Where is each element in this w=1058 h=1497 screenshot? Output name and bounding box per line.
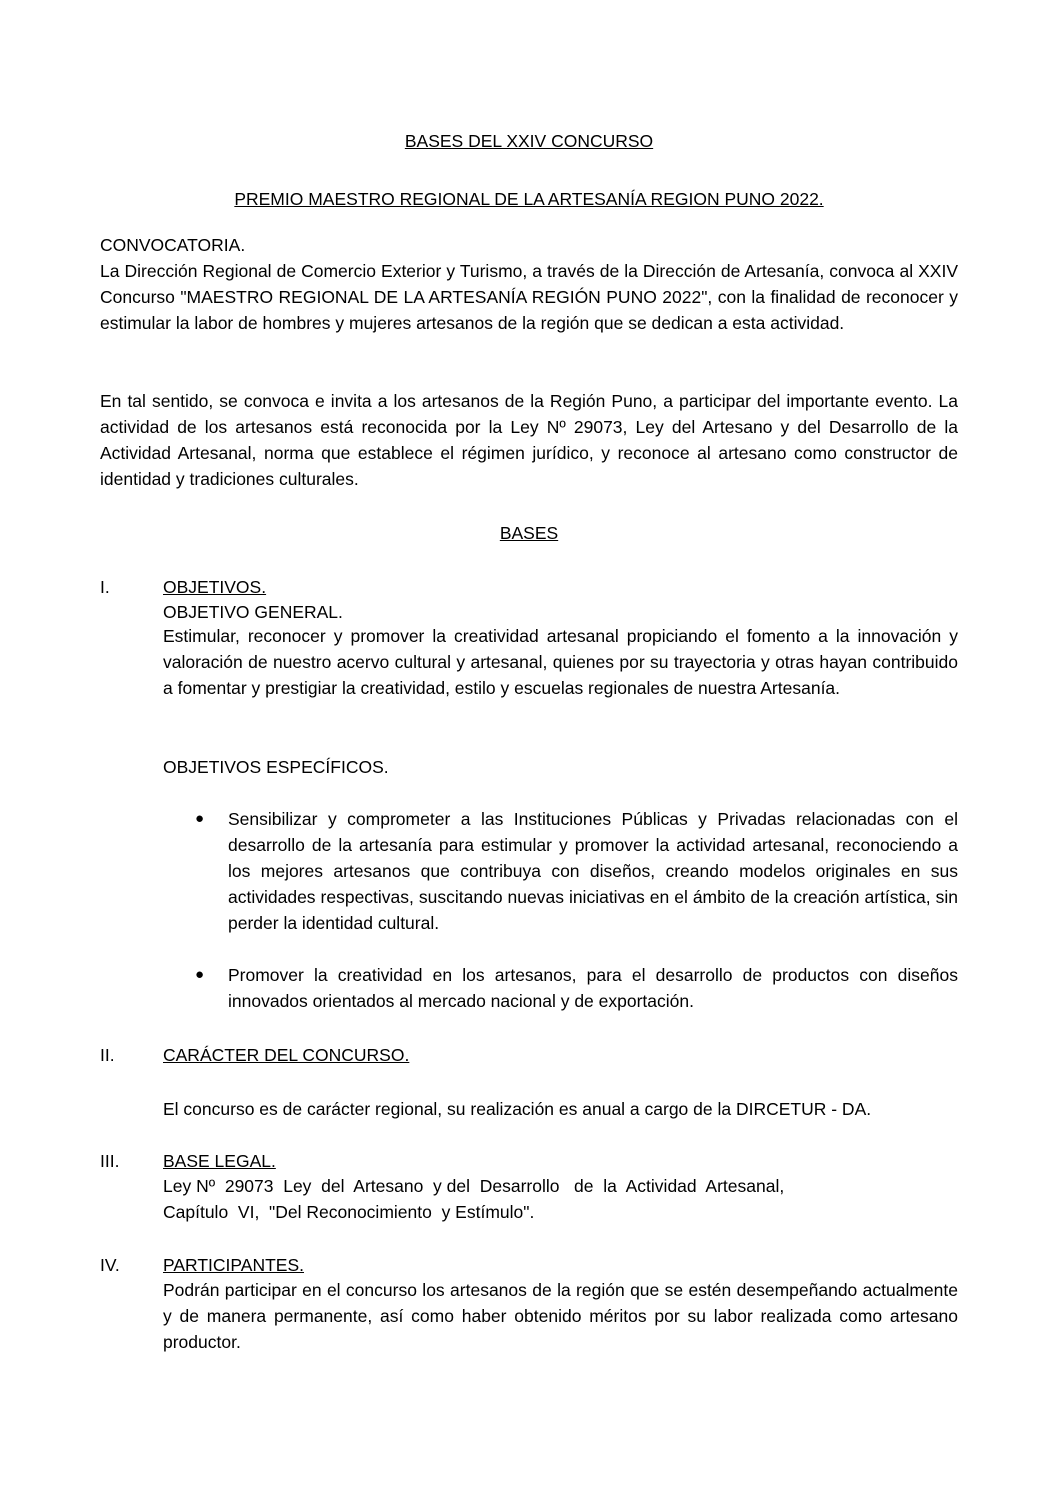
section-heading-objetivos: OBJETIVOS.	[163, 577, 267, 597]
list-item-text: Promover la creatividad en los artesanos, para el desarrollo de productos con diseños innovados orientados al mercado nacional y de exportación.	[228, 965, 958, 1011]
list-item-text: Sensibilizar y comprometer a las Instituciones Públicas y Privadas relacionadas con el desarrollo de la artesanía para estimular y promover la actividad artesanal, reconociendo a los mejores artesanos que contribuya con diseños, creando modelos originales en sus actividades respectivas, suscitando nuevas iniciativas en el ámbito de la creación artística, sin perder la identidad cultural.	[228, 809, 958, 933]
convocatoria-paragraph-2: En tal sentido, se convoca e invita a los artesanos de la Región Puno, a participar del importante evento. La actividad de los artesanos está reconocida por la Ley Nº 29073, Ley del Artesano y del Desarrollo de la Actividad Artesanal, norma que establece el régimen jurídico, y reconoce al artesano como constructor de identidad y tradiciones culturales.	[100, 391, 958, 489]
bullet-icon: ●	[195, 810, 205, 827]
section-number: III.	[100, 1151, 120, 1171]
objetivos-especificos-list	[195, 806, 958, 1014]
section-heading-participantes: PARTICIPANTES.	[163, 1255, 304, 1275]
bullet-icon: ●	[195, 966, 205, 983]
section-heading-base-legal: BASE LEGAL.	[163, 1151, 276, 1171]
convocatoria-paragraph-1: La Dirección Regional de Comercio Exterior y Turismo, a través de la Dirección de Artesanía, convoca al XXIV Concurso "MAESTRO REGIONAL DE LA ARTESANÍA REGIÓN PUNO 2022", con la finalidad de reconocer y estimular la labor de hombres y mujeres artesanos de la región que se dedican a esta actividad.	[100, 261, 958, 333]
convocatoria-heading: CONVOCATORIA.	[100, 235, 246, 255]
document-subtitle: PREMIO MAESTRO REGIONAL DE LA ARTESANÍA REGION PUNO 2022.	[234, 189, 824, 209]
objetivos-especificos-heading: OBJETIVOS ESPECÍFICOS.	[163, 757, 389, 777]
section-heading-caracter: CARÁCTER DEL CONCURSO.	[163, 1045, 410, 1065]
section-number: I.	[100, 577, 110, 597]
caracter-text: El concurso es de carácter regional, su realización es anual a cargo de la DIRCETUR - DA.	[163, 1099, 872, 1119]
objetivo-general-heading: OBJETIVO GENERAL.	[163, 602, 343, 622]
objetivo-general-text: Estimular, reconocer y promover la creatividad artesanal propiciando el fomento a la innovación y valoración de nuestro acervo cultural y artesanal, quienes por su trayectoria y otras hayan contribuido a fomentar y prestigiar la creatividad, estilo y escuelas regionales de nuestra Artesanía.	[163, 626, 958, 698]
list-item	[195, 806, 958, 936]
section-number: IV.	[100, 1255, 120, 1275]
base-legal-line-1: Ley Nº 29073 Ley del Artesano y del Desarrollo de la Actividad Artesanal,	[163, 1176, 785, 1196]
participantes-text: Podrán participar en el concurso los artesanos de la región que se estén desempeñando actualmente y de manera permanente, así como haber obtenido méritos por su labor realizada como artesano productor.	[163, 1280, 958, 1352]
list-item	[195, 962, 958, 1014]
section-number: II.	[100, 1045, 115, 1065]
document-title: BASES DEL XXIV CONCURSO	[404, 131, 654, 151]
base-legal-line-2: Capítulo VI, "Del Reconocimiento y Estímulo".	[163, 1202, 535, 1222]
bases-heading: BASES	[499, 523, 559, 543]
